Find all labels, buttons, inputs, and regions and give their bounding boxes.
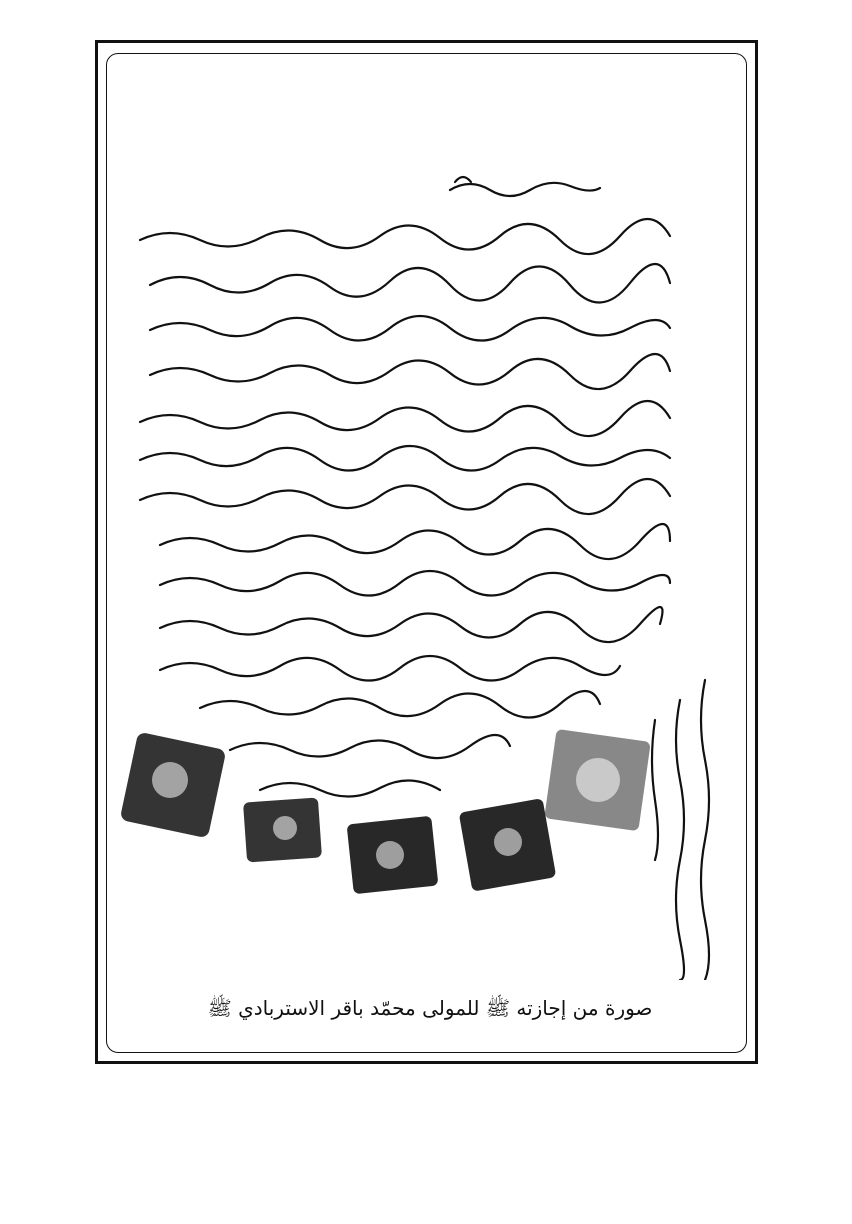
handwriting-illustration	[120, 160, 740, 980]
image-caption: صورة من إجازته ﷺ للمولى محمّد باقر الاستربادي ﷺ	[207, 996, 653, 1020]
manuscript-image	[120, 160, 740, 980]
seal-group	[120, 729, 651, 894]
